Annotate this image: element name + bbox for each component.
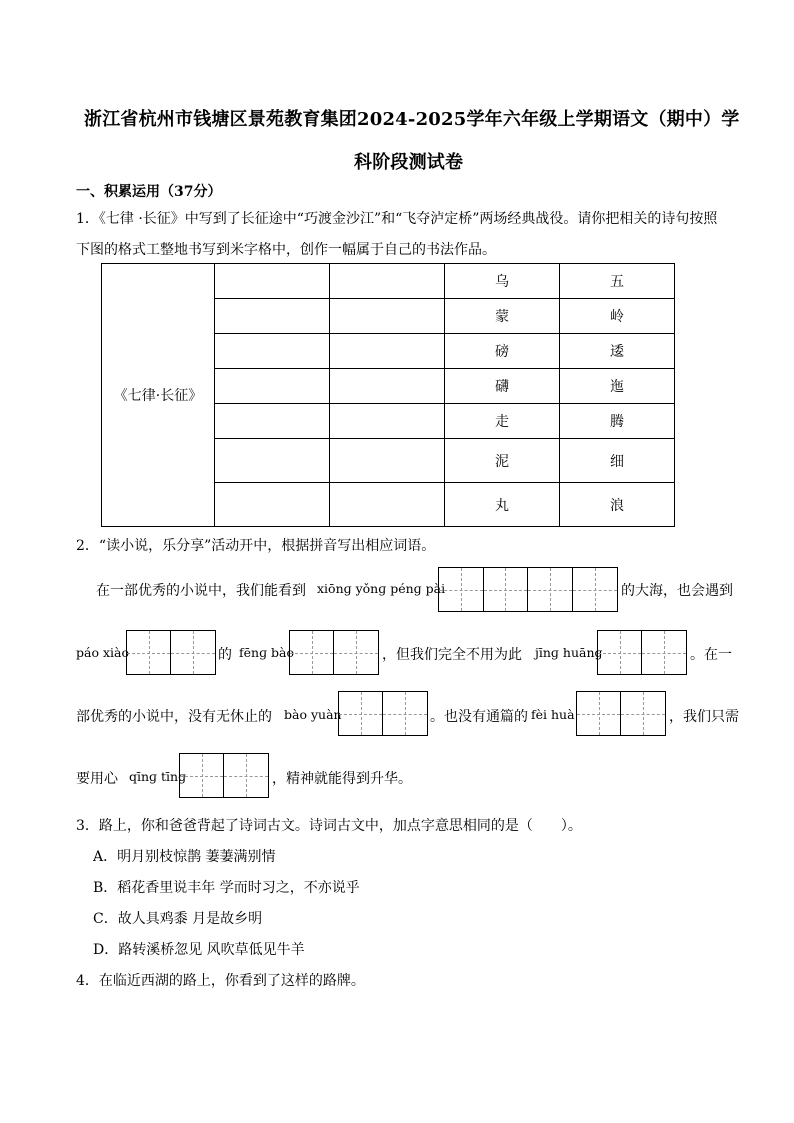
answer-grid[interactable] [438,567,618,612]
pinyin-label: xiōnɡ yǒnɡ pénɡ pài [317,581,446,596]
pinyin-label: fèi huà [531,707,575,722]
blank-cell[interactable] [330,404,445,439]
blank-cell[interactable] [330,369,445,404]
page-title-line2: 科阶段测试卷 [354,152,464,173]
blank-cell[interactable] [215,439,330,483]
poem-char: 浪 [560,483,675,527]
pinyin-label: fēnɡ bào [239,645,295,660]
poem-char: 乌 [445,264,560,299]
pinyin-label: qīnɡ tīnɡ [129,769,187,784]
answer-grid[interactable] [289,630,379,675]
pinyin-label: bào yuàn [284,707,342,722]
poem-title-cell: 《七律·长征》 [102,264,215,527]
blank-cell[interactable] [215,264,330,299]
q3-option-a[interactable]: A．明月别枝惊鹊 萋萋满别情 [93,849,276,865]
q2-text: 在一部优秀的小说中，我们能看到 [96,583,306,599]
blank-cell[interactable] [215,369,330,404]
poem-char: 丸 [445,483,560,527]
q2-text: 的大海，也会遇到 [621,583,733,599]
poem-char: 走 [445,404,560,439]
q3-option-c[interactable]: C．故人具鸡黍 月是故乡明 [93,911,263,927]
blank-cell[interactable] [330,483,445,527]
q2-stem: 2．“读小说，乐分享”活动开中，根据拼音写出相应词语。 [76,538,436,554]
blank-cell[interactable] [330,439,445,483]
q2-text: 。在一 [690,647,732,663]
poem-char: 磅 [445,334,560,369]
blank-cell[interactable] [215,299,330,334]
answer-grid[interactable] [576,691,666,736]
poem-char: 迤 [560,369,675,404]
page-title-line1: 浙江省杭州市钱塘区景苑教育集团2024-2025学年六年级上学期语文（期中）学 [84,109,740,130]
blank-cell[interactable] [215,483,330,527]
q3-option-d[interactable]: D．路转溪桥忽见 风吹草低见牛羊 [93,942,305,958]
q2-text: ，我们只需 [669,709,739,725]
blank-cell[interactable] [330,299,445,334]
q2-text: 的 [218,647,232,663]
q2-text: 部优秀的小说中，没有无休止的 [76,709,272,725]
answer-grid[interactable] [179,753,269,798]
poem-char: 五 [560,264,675,299]
q2-text: 。也没有通篇的 [430,709,528,725]
pinyin-label: páo xiào [76,645,129,660]
answer-grid[interactable] [126,630,216,675]
blank-cell[interactable] [330,334,445,369]
calligraphy-table [101,263,675,527]
q2-text: 要用心 [76,771,118,787]
answer-grid[interactable] [338,691,428,736]
q4-stem: 4．在临近西湖的路上，你看到了这样的路牌。 [76,973,365,989]
poem-char: 岭 [560,299,675,334]
q3-option-b[interactable]: B．稻花香里说丰年 学而时习之，不亦说乎 [93,880,360,896]
blank-cell[interactable] [215,334,330,369]
poem-char: 细 [560,439,675,483]
q2-text: ，但我们完全不用为此 [382,647,522,663]
poem-char: 礴 [445,369,560,404]
answer-grid[interactable] [597,630,687,675]
blank-cell[interactable] [215,404,330,439]
q1-stem-line2: 下图的格式工整地书写到米字格中，创作一幅属于自己的书法作品。 [76,242,496,258]
q2-text: ，精神就能得到升华。 [272,771,412,787]
poem-char: 逶 [560,334,675,369]
poem-char: 腾 [560,404,675,439]
q3-stem: 3．路上，你和爸爸背起了诗词古文。诗词古文中，加点字意思相同的是（ ）。 [76,818,582,834]
pinyin-label: jīnɡ huānɡ [535,645,603,660]
poem-char: 泥 [445,439,560,483]
q1-stem-line1: 1．《七律 ·长征》中写到了长征途中“巧渡金沙江”和“飞夺泸定桥”两场经典战役。请你把相关的诗句按照 [76,211,718,227]
blank-cell[interactable] [330,264,445,299]
poem-char: 蒙 [445,299,560,334]
section-heading: 一、积累运用（37分） [76,184,222,200]
